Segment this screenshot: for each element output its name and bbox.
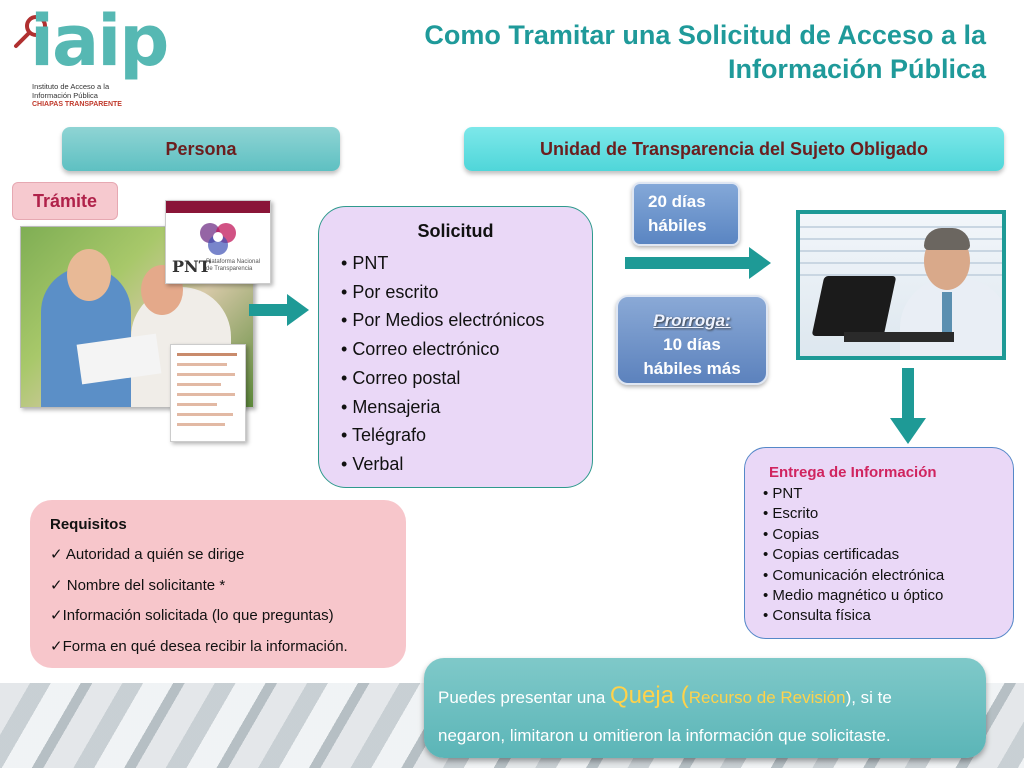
checklist-item: ✓ Forma en qué desea recibir la información. [50,632,348,663]
header-persona: Persona [62,127,340,171]
form-document [170,344,246,442]
arrow-right-icon [625,257,751,269]
prorroga-box [616,295,768,385]
form-line [177,383,221,386]
pnt-subtitle-line: Plataforma Nacional [206,259,261,265]
list-item: • Mensajeria [341,393,544,422]
list-item: • PNT [763,484,944,504]
prorroga-title: Prorroga: [653,311,731,330]
official-photo [796,210,1006,360]
form-line [177,393,235,396]
header-unidad: Unidad de Transparencia del Sujeto Obligado [464,127,1004,171]
deadline-line: hábiles [648,216,707,235]
pnt-logo-card [165,200,271,284]
pnt-logo-subtitle [206,259,266,273]
logo-tagline: CHIAPAS TRANSPARENTE [32,101,122,108]
list-item: • Copias certificadas [763,545,944,565]
solicitud-title: Solicitud [417,221,494,241]
form-line [177,423,225,426]
page-title: Como Tramitar una Solicitud de Acceso a la Información Pública [424,20,986,84]
form-line [177,353,237,356]
prorroga-line: hábiles más [643,359,741,378]
tramite-label: Trámite [12,182,118,220]
list-item: • Comunicación electrónica [763,566,944,586]
queja-line1 [438,682,892,712]
queja-text: ), si te [845,688,892,707]
list-item: • Por Medios electrónicos [341,306,544,335]
pnt-flower-icon [196,219,240,259]
checklist-item: ✓ Información solicitada (lo que preguntas) [50,601,348,632]
official-hair [924,228,970,250]
list-item: • Telégrafo [341,421,544,450]
pnt-card-bar [166,201,270,213]
official-tie [942,292,952,336]
list-item: • Verbal [341,450,544,479]
arrow-down-icon [902,368,914,420]
entrega-box [744,447,1014,639]
window-blind [800,250,1002,252]
iaip-logo [12,0,168,110]
list-item: • PNT [341,249,544,278]
recurso-revision-text: Recurso de Revisión [688,688,846,707]
entrega-title: Entrega de Información [769,464,937,481]
list-item: • Medio magnético u óptico [763,586,944,606]
form-line [177,403,217,406]
laptop-icon [812,276,897,336]
requisitos-list [50,540,348,662]
list-item: • Consulta física [763,606,944,626]
checklist-item: ✓ Nombre del solicitante * [50,571,348,602]
form-line [177,413,233,416]
prorroga-line: 10 días [663,335,721,354]
queja-highlight: Queja ( [610,682,689,709]
solicitud-box [318,206,593,488]
logo-word: iaip [30,0,168,82]
list-item: • Por escrito [341,278,544,307]
pnt-logo-text: PNT [172,257,211,276]
requisitos-title: Requisitos [50,516,127,533]
solicitud-list [341,249,544,479]
list-item: • Correo postal [341,364,544,393]
list-item: • Copias [763,525,944,545]
requisitos-box [30,500,406,668]
queja-line2: negaron, limitaron u omitieron la información que solicitaste. [438,726,891,745]
queja-text: Puedes presentar una [438,688,611,707]
list-item: • Correo electrónico [341,335,544,364]
checklist-item: ✓ Autoridad a quién se dirige [50,540,348,571]
person-head [67,249,111,301]
logo-line: Instituto de Acceso a la [32,82,110,91]
deadline-box [632,182,740,246]
deadline-line: 20 días [648,192,706,211]
form-line [177,373,235,376]
entrega-list [763,484,944,627]
window-blind [800,238,1002,240]
arrow-right-icon [249,304,289,316]
queja-box [424,658,986,758]
pnt-subtitle-line: de Transparencia [206,266,253,272]
laptop-base [844,332,954,342]
window-blind [800,262,1002,264]
window-blind [800,226,1002,228]
logo-line: Información Pública [32,91,98,100]
list-item: • Escrito [763,504,944,524]
form-line [177,363,227,366]
official-figure [900,278,1006,360]
